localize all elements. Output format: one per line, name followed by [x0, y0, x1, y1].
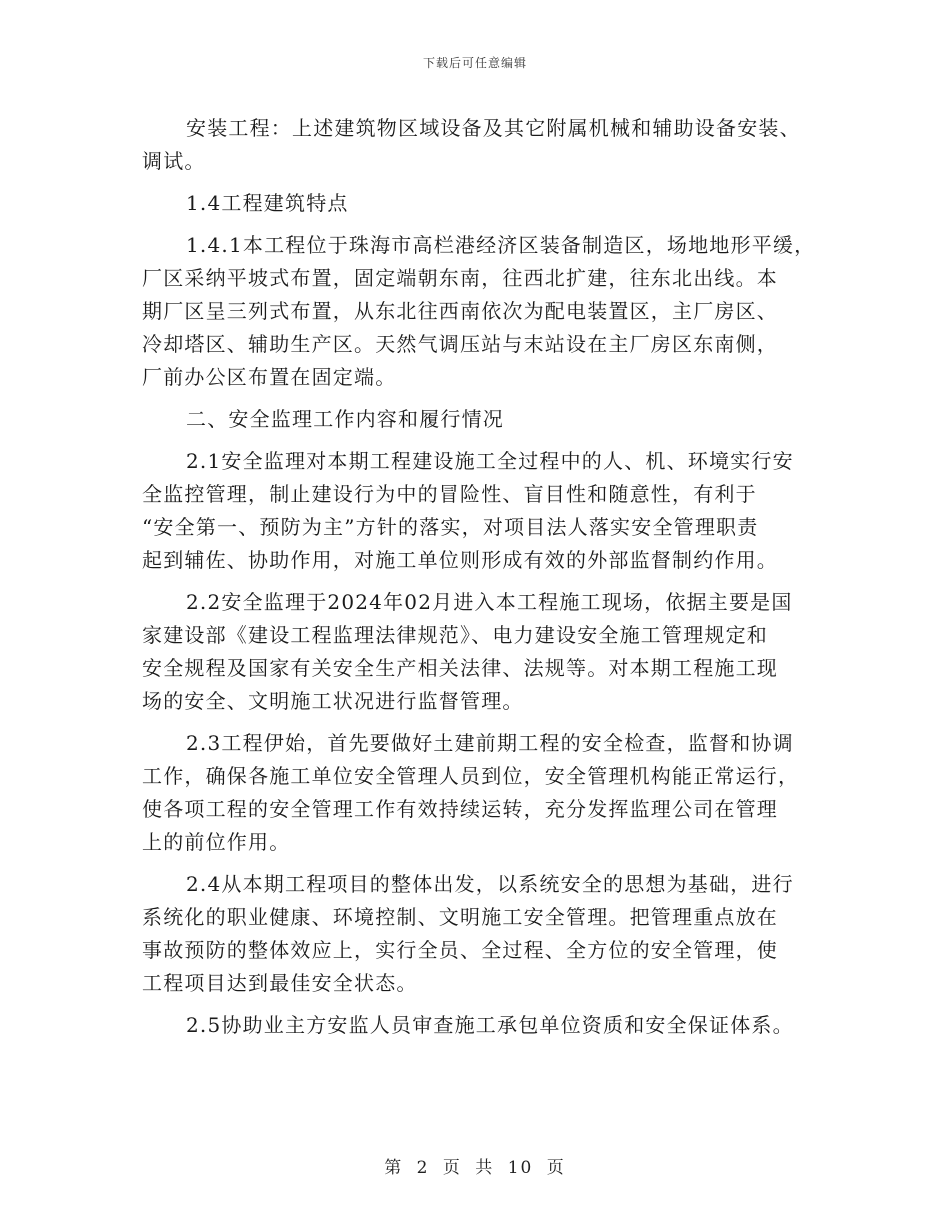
document-body [142, 112, 822, 1051]
text-line: 使各项工程的安全管理工作有效持续运转，充分发挥监理公司在管理 [142, 797, 778, 821]
text-line: 期厂区呈三列式布置，从东北往西南依次为配电装置区，主厂房区、 [142, 299, 778, 323]
text-line: 2.4从本期工程项目的整体出发，以系统安全的思想为基础，进行 [186, 872, 794, 896]
paragraph-2-4 [142, 868, 822, 1000]
text-line: 2.1安全监理对本期工程建设施工全过程中的人、机、环境实行安 [186, 449, 794, 473]
section-heading-1-4 [142, 187, 822, 220]
text-line: 上的前位作用。 [142, 830, 291, 854]
heading-line: 1.4工程建筑特点 [186, 191, 349, 215]
text-line: 厂区采纳平坡式布置，固定端朝东南，往西北扩建，往东北出线。本 [142, 266, 778, 290]
page-header-note: 下载后可任意编辑 [422, 56, 527, 70]
text-line: 调试。 [142, 149, 206, 173]
text-line: 1.4.1本工程位于珠海市高栏港经济区装备制造区，场地地形平缓， [186, 233, 816, 257]
text-line: 2.2安全监理于2024年02月进入本工程施工现场，依据主要是国 [186, 590, 793, 614]
text-line: “安全第一、预防为主”方针的落实，对项目法人落实安全管理职责 [142, 515, 759, 539]
paragraph-2-2 [142, 586, 822, 718]
text-line: 2.5协助业主方安监人员审查施工承包单位资质和安全保证体系。 [186, 1013, 794, 1037]
paragraph-installation [142, 112, 822, 178]
text-line: 起到辅佐、协助作用，对施工单位则形成有效的外部监督制约作用。 [142, 548, 778, 572]
paragraph-2-3 [142, 727, 822, 859]
text-line: 全监控管理，制止建设行为中的冒险性、盲目性和随意性，有利于 [142, 482, 757, 506]
text-line: 安装工程：上述建筑物区域设备及其它附属机械和辅助设备安装、 [186, 116, 801, 140]
text-line: 安全规程及国家有关安全生产相关法律、法规等。对本期工程施工现 [142, 656, 778, 680]
text-line: 场的安全、文明施工状况进行监督管理。 [142, 689, 524, 713]
section-heading-2 [142, 403, 822, 436]
text-line: 工作，确保各施工单位安全管理人员到位，安全管理机构能正常运行， [142, 764, 800, 788]
text-line: 系统化的职业健康、环境控制、文明施工安全管理。把管理重点放在 [142, 905, 778, 929]
page-number: 第 2 页 共 10 页 [384, 1158, 566, 1178]
paragraph-2-5 [142, 1009, 822, 1042]
text-line: 工程项目达到最佳安全状态。 [142, 971, 418, 995]
heading-line: 二、安全监理工作内容和履行情况 [186, 407, 504, 431]
paragraph-2-1 [142, 445, 822, 577]
text-line: 冷却塔区、辅助生产区。天然气调压站与末站设在主厂房区东南侧， [142, 332, 778, 356]
text-line: 2.3工程伊始，首先要做好土建前期工程的安全检查，监督和协调 [186, 731, 794, 755]
text-line: 事故预防的整体效应上，实行全员、全过程、全方位的安全管理，使 [142, 938, 778, 962]
text-line: 厂前办公区布置在固定端。 [142, 365, 397, 389]
paragraph-1-4-1 [142, 229, 822, 394]
text-line: 家建设部《建设工程监理法律规范》、电力建设安全施工管理规定和 [142, 623, 768, 647]
